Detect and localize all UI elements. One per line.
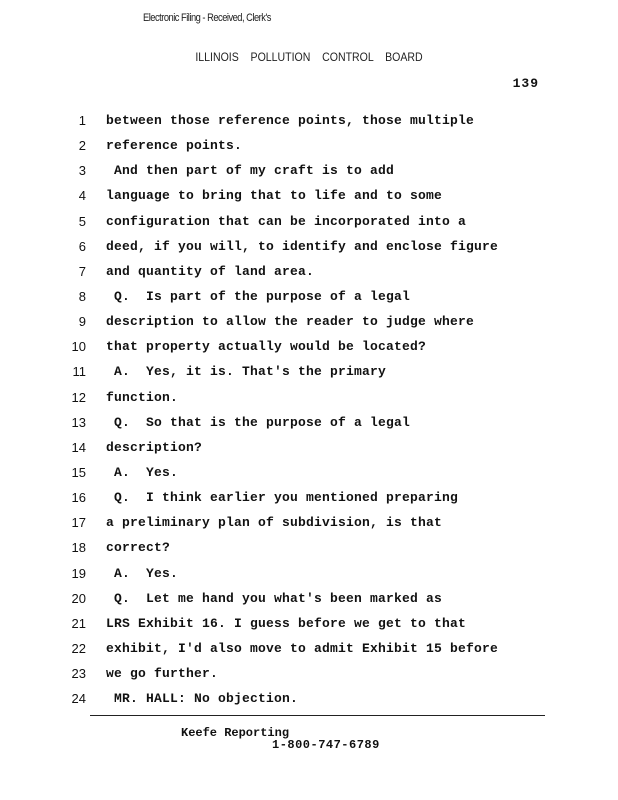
line-text: reference points.: [106, 138, 243, 154]
line-text: between those reference points, those multiple: [106, 113, 475, 128]
page-number: 139: [512, 76, 539, 91]
line-number: 10: [71, 339, 86, 355]
reporter-phone: 1-800-747-6789: [272, 738, 380, 752]
line-number: 1: [78, 113, 86, 128]
line-number: 24: [71, 691, 86, 707]
line-number: 12: [71, 389, 86, 405]
line-text: we go further.: [106, 666, 219, 682]
line-text: A. Yes.: [106, 464, 179, 480]
line-text: And then part of my craft is to add: [106, 163, 395, 179]
line-text: Q. So that is the purpose of a legal: [106, 414, 411, 430]
line-number: 20: [71, 590, 86, 606]
line-text: MR. HALL: No objection.: [106, 691, 299, 707]
line-number: 17: [71, 515, 86, 531]
line-text: A. Yes, it is. That's the primary: [106, 364, 387, 380]
line-text: deed, if you will, to identify and enclose figure: [106, 238, 499, 254]
board-title: ILLINOIS POLLUTION CONTROL BOARD: [195, 50, 423, 64]
line-number: 16: [71, 490, 86, 506]
line-number: 18: [71, 540, 86, 556]
line-number: 8: [78, 288, 86, 304]
line-number: 4: [78, 188, 86, 204]
line-number: 23: [71, 666, 86, 682]
line-number: 19: [71, 565, 86, 581]
line-text: A. Yes.: [106, 565, 179, 581]
line-text: and quantity of land area.: [106, 263, 315, 279]
line-number: 13: [71, 414, 86, 430]
reporter-name: Keefe Reporting: [181, 726, 290, 740]
line-number: 21: [71, 615, 86, 631]
line-text: configuration that can be incorporated into a: [106, 213, 467, 229]
line-number: 5: [78, 213, 86, 229]
line-text: Q. Let me hand you what's been marked as: [106, 590, 443, 606]
filing-stamp: Electronic Filing - Received, Clerk's: [143, 12, 271, 24]
line-text: Q. Is part of the purpose of a legal: [106, 288, 411, 304]
line-text: language to bring that to life and to some: [106, 188, 443, 204]
line-number: 3: [78, 163, 86, 179]
line-number: 22: [71, 640, 86, 656]
line-number: 14: [71, 439, 86, 455]
line-number: 11: [72, 364, 86, 380]
line-text: Q. I think earlier you mentioned preparing: [106, 490, 459, 506]
line-number: 15: [71, 464, 86, 480]
line-text: description to allow the reader to judge where: [106, 314, 475, 330]
line-text: description?: [106, 439, 203, 455]
footer-divider: [90, 715, 545, 716]
line-text: a preliminary plan of subdivision, is that: [106, 515, 443, 531]
line-text: exhibit, I'd also move to admit Exhibit 15 before: [106, 640, 499, 656]
line-text: that property actually would be located?: [106, 339, 427, 355]
line-number: 2: [78, 138, 86, 154]
line-number: 7: [78, 263, 86, 279]
line-number: 6: [78, 238, 86, 254]
line-text: function.: [106, 389, 179, 405]
line-number: 9: [78, 314, 86, 330]
line-text: LRS Exhibit 16. I guess before we get to that: [106, 615, 467, 631]
line-text: correct?: [106, 540, 171, 556]
